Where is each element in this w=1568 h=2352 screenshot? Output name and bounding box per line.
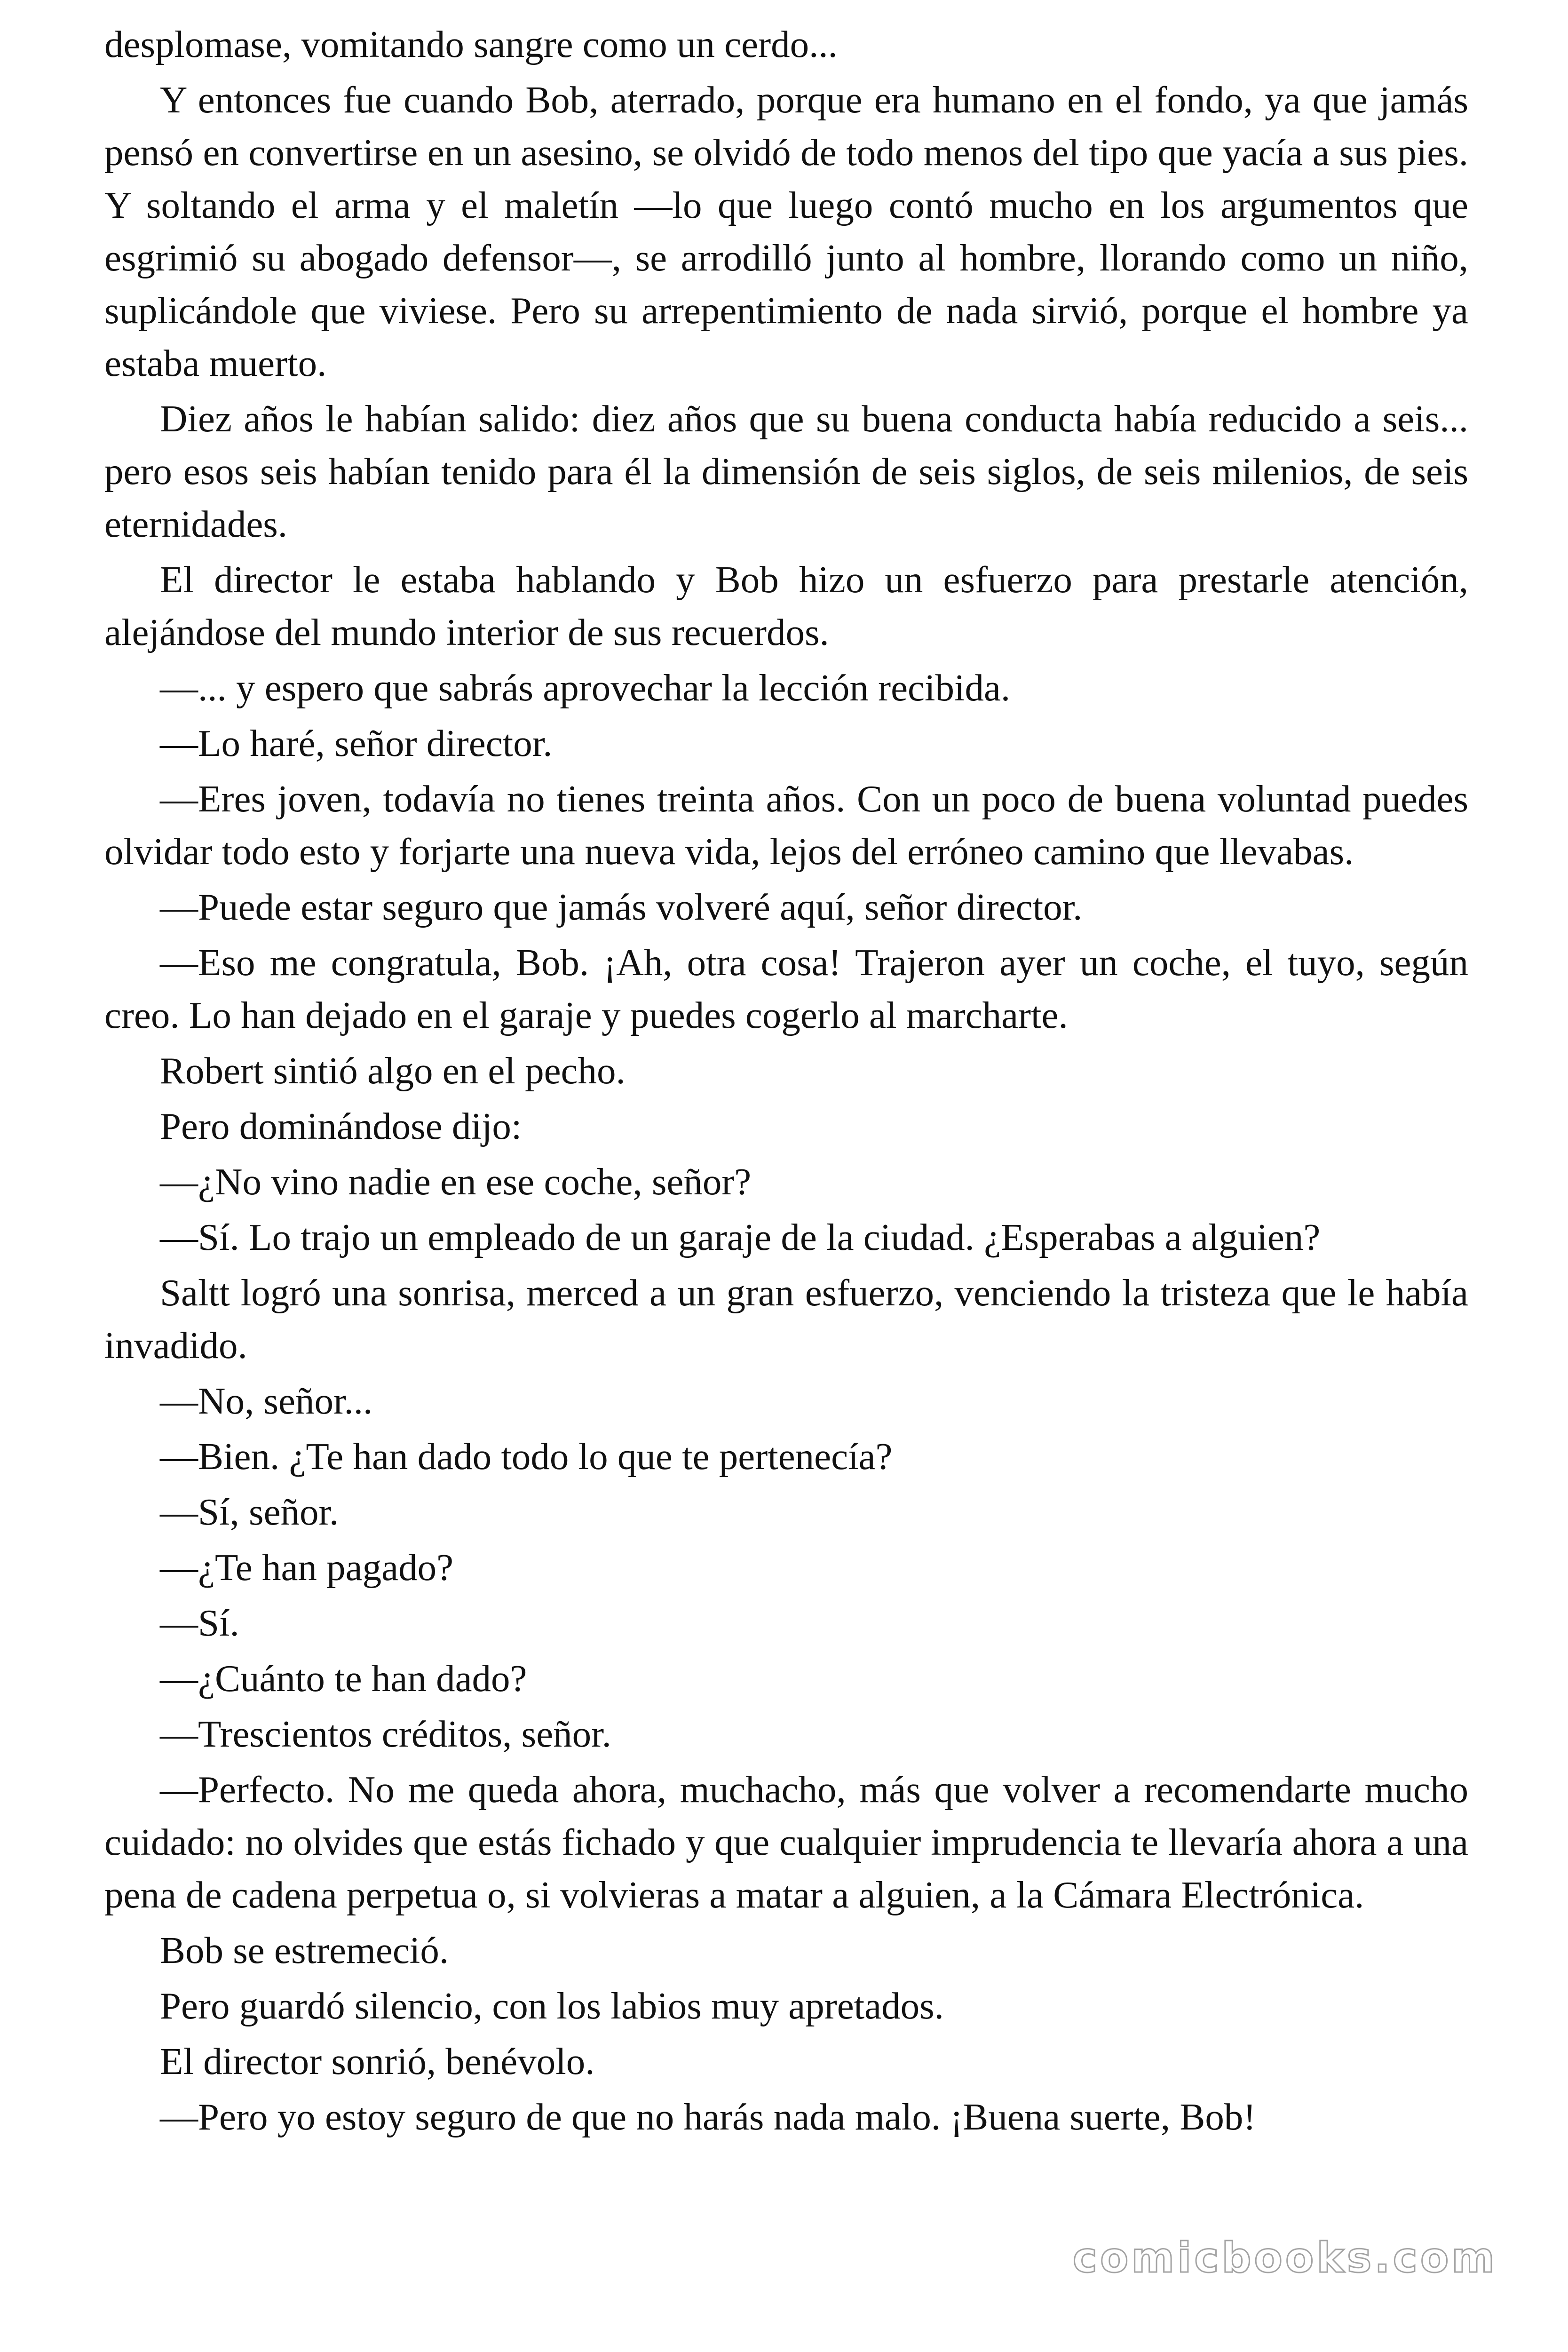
paragraph: Robert sintió algo en el pecho. — [160, 1049, 626, 1092]
paragraph: —Lo haré, señor director. — [160, 722, 553, 764]
paragraph: Saltt logró una sonrisa, merced a un gran esfuerzo, venciendo la tristeza que le había invadido. — [104, 1271, 1468, 1367]
paragraph: Pero dominándose dijo: — [160, 1105, 522, 1147]
paragraph: Y entonces fue cuando Bob, aterrado, porque era humano en el fondo, ya que jamás pensó en convertirse en un asesino, se olvidó de todo menos del tipo que yacía a sus pies. Y soltando el arma y el maletín —lo que luego contó mucho en los argumentos que esgrimió su abogado defensor—, se arrodilló junto al hombre, llorando como un niño, suplicándole que viviese. Pero su arrepentimiento de nada sirvió, porque el hombre ya estaba muerto. — [104, 79, 1468, 384]
paragraph: Bob se estremeció. — [160, 1929, 449, 1971]
paragraph: Pero guardó silencio, con los labios muy apretados. — [160, 1985, 944, 2027]
paragraph: —Bien. ¿Te han dado todo lo que te pertenecía? — [160, 1435, 893, 1478]
paragraph: —¿Te han pagado? — [160, 1546, 454, 1589]
paragraph: —... y espero que sabrás aprovechar la lección recibida. — [160, 667, 1011, 709]
paragraph: —¿No vino nadie en ese coche, señor? — [160, 1160, 752, 1203]
paragraph: —Sí. — [160, 1602, 239, 1644]
paragraph: —Sí. Lo trajo un empleado de un garaje de la ciudad. ¿Esperabas a alguien? — [160, 1216, 1321, 1258]
paragraph: El director le estaba hablando y Bob hizo un esfuerzo para prestarle atención, alejándose del mundo interior de sus recuerdos. — [104, 558, 1468, 653]
body-text — [104, 18, 1468, 2146]
paragraph: Diez años le habían salido: diez años que su buena conducta había reducido a seis... pero esos seis habían tenido para él la dimensión de seis siglos, de seis milenios, de seis eternidades. — [104, 397, 1468, 545]
watermark-text: comicbooks.com — [1072, 2233, 1497, 2282]
paragraph: —Trescientos créditos, señor. — [160, 1713, 611, 1755]
paragraph: —Eso me congratula, Bob. ¡Ah, otra cosa! Trajeron ayer un coche, el tuyo, según creo. Lo han dejado en el garaje y puedes cogerlo al marcharte. — [104, 941, 1468, 1036]
paragraph: —Pero yo estoy seguro de que no harás nada malo. ¡Buena suerte, Bob! — [160, 2096, 1256, 2138]
paragraph: El director sonrió, benévolo. — [160, 2040, 595, 2082]
paragraph: —Eres joven, todavía no tienes treinta años. Con un poco de buena voluntad puedes olvidar todo esto y forjarte una nueva vida, lejos del erróneo camino que llevabas. — [104, 778, 1468, 873]
paragraph: desplomase, vomitando sangre como un cerdo... — [104, 23, 838, 65]
paragraph: —¿Cuánto te han dado? — [160, 1657, 527, 1700]
paragraph: —No, señor... — [160, 1380, 373, 1422]
paragraph: —Sí, señor. — [160, 1491, 339, 1533]
paragraph: —Perfecto. No me queda ahora, muchacho, más que volver a recomendarte mucho cuidado: no olvides que estás fichado y que cualquier imprudencia te llevaría ahora a una pena de cadena perpetua o, si volvieras a matar a alguien, a la Cámara Electrónica. — [104, 1768, 1468, 1916]
paragraph: —Puede estar seguro que jamás volveré aquí, señor director. — [160, 886, 1083, 928]
